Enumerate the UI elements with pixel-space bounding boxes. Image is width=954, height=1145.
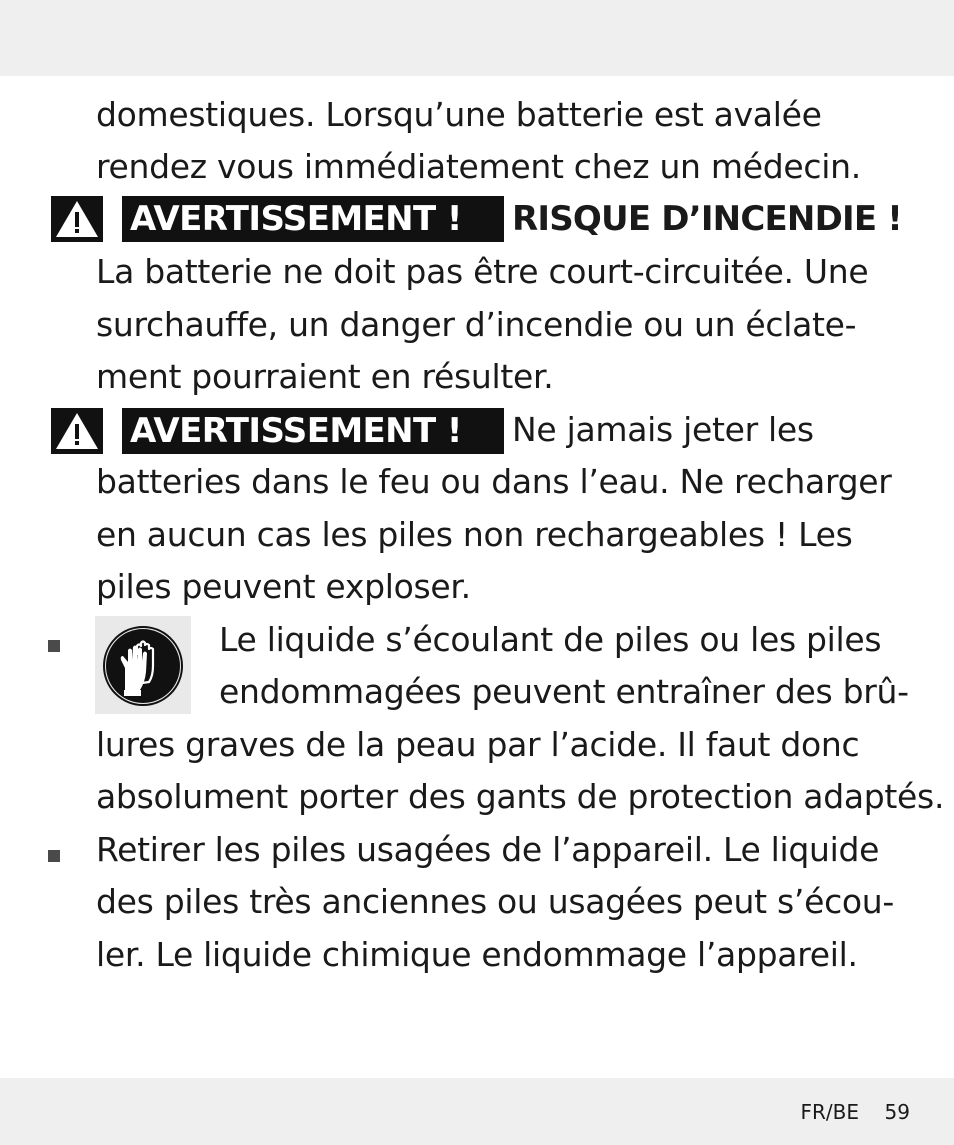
bullet2-line-3: ler. Le liquide chimique endommage l’appareil. <box>96 935 858 974</box>
warning-label: AVERTISSEMENT ! <box>122 408 504 454</box>
continuation-line-2: rendez vous immédiatement chez un médecin. <box>96 147 861 186</box>
bullet-marker <box>48 640 60 652</box>
bullet1-icon-line-2: endommagées peuvent entraîner des brû- <box>219 672 909 711</box>
bullet-marker <box>48 850 60 862</box>
warning2-line-1: batteries dans le feu ou dans l’eau. Ne recharger <box>96 462 892 501</box>
bullet1-line-2: absolument porter des gants de protection adaptés. <box>96 777 945 816</box>
continuation-line-1: domestiques. Lorsqu’une batterie est avalée <box>96 95 822 134</box>
warning2-line-3: piles peuvent exploser. <box>96 567 471 606</box>
warning2-first-text: Ne jamais jeter les <box>512 410 814 449</box>
warning-triangle-icon <box>51 196 103 242</box>
page-number: 59 <box>884 1100 910 1124</box>
warning-triangle-icon <box>51 408 103 454</box>
bullet1-icon-line-1: Le liquide s’écoulant de piles ou les piles <box>219 620 882 659</box>
warning-title: RISQUE D’INCENDIE ! <box>512 199 903 239</box>
bullet2-line-1: Retirer les piles usagées de l’appareil. Le liquide <box>96 830 880 869</box>
protective-gloves-icon <box>95 616 191 714</box>
warning-label: AVERTISSEMENT ! <box>122 196 504 242</box>
warning1-line-1: La batterie ne doit pas être court-circuitée. Une <box>96 252 869 291</box>
bullet2-line-2: des piles très anciennes ou usagées peut s’écou- <box>96 882 895 921</box>
warning1-line-3: ment pourraient en résulter. <box>96 357 554 396</box>
top-margin-band <box>0 0 954 76</box>
footer-language: FR/BE <box>800 1100 859 1124</box>
bullet1-line-1: lures graves de la peau par l’acide. Il faut donc <box>96 725 860 764</box>
warning2-line-2: en aucun cas les piles non rechargeables ! Les <box>96 515 853 554</box>
warning1-line-2: surchauffe, un danger d’incendie ou un éclate- <box>96 305 857 344</box>
